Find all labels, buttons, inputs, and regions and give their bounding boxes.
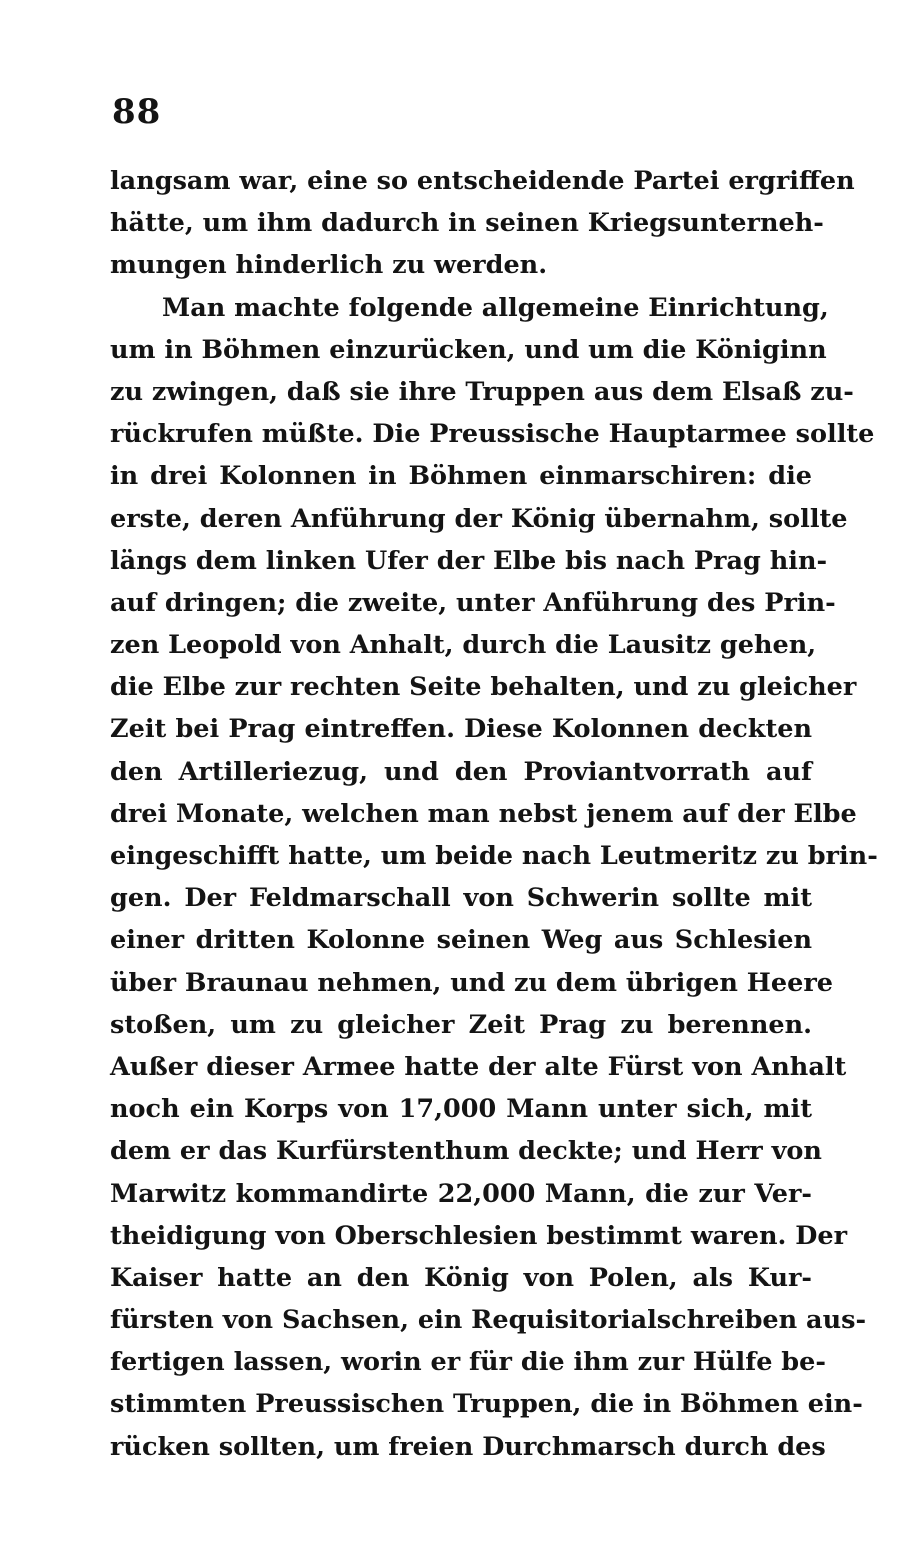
text-line: einer dritten Kolonne seinen Weg aus Schlesien bbox=[110, 925, 812, 956]
text-line: mungen hinderlich zu werden. bbox=[110, 250, 548, 281]
text-line: gen. Der Feldmarschall von Schwerin sollte mit bbox=[110, 883, 812, 914]
text-line: dem er das Kurfürstenthum deckte; und Herr von bbox=[110, 1136, 822, 1167]
text-line: stoßen, um zu gleicher Zeit Prag zu berennen. bbox=[110, 1009, 812, 1040]
text-line: stimmten Preussischen Truppen, die in Böhmen ein- bbox=[110, 1389, 863, 1420]
text-line: Marwitz kommandirte 22,000 Mann, die zur Ver- bbox=[110, 1178, 812, 1209]
text-line: fertigen lassen, worin er für die ihm zur Hülfe be- bbox=[110, 1347, 826, 1378]
text-line: rückrufen müßte. Die Preussische Hauptarmee sollte bbox=[110, 419, 875, 450]
text-line: Kaiser hatte an den König von Polen, als Kur- bbox=[110, 1262, 812, 1293]
text-line: über Braunau nehmen, und zu dem übrigen Heere bbox=[110, 967, 834, 998]
text-line: theidigung von Oberschlesien bestimmt waren. Der bbox=[110, 1220, 848, 1251]
text-line: Außer dieser Armee hatte der alte Fürst von Anhalt bbox=[110, 1051, 847, 1082]
text-line: längs dem linken Ufer der Elbe bis nach Prag hin- bbox=[110, 545, 828, 576]
text-line: rücken sollten, um freien Durchmarsch durch des bbox=[110, 1431, 826, 1462]
text-line: erste, deren Anführung der König übernahm, sollte bbox=[110, 503, 848, 534]
page-number: 88 bbox=[112, 92, 162, 132]
text-line: in drei Kolonnen in Böhmen einmarschiren: die bbox=[110, 461, 812, 492]
text-line: langsam war, eine so entscheidende Partei ergriffen bbox=[110, 166, 855, 196]
text-line: fürsten von Sachsen, ein Requisitorialschreiben aus- bbox=[110, 1305, 867, 1336]
text-line: auf dringen; die zweite, unter Anführung des Prin- bbox=[110, 587, 836, 618]
text-line: drei Monate, welchen man nebst jenem auf der Elbe bbox=[110, 798, 857, 829]
text-line: Man machte folgende allgemeine Einrichtung, bbox=[162, 292, 829, 323]
text-line: hätte, um ihm dadurch in seinen Kriegsunterneh- bbox=[110, 208, 824, 239]
text-line: um in Böhmen einzurücken, und um die Königinn bbox=[110, 334, 827, 365]
body-text bbox=[110, 160, 878, 1468]
text-line: die Elbe zur rechten Seite behalten, und zu gleicher bbox=[110, 672, 857, 703]
text-line: zu zwingen, daß sie ihre Truppen aus dem Elsaß zu- bbox=[110, 376, 854, 407]
text-line: zen Leopold von Anhalt, durch die Lausitz gehen, bbox=[110, 630, 817, 661]
text-line: den Artilleriezug, und den Proviantvorrath auf bbox=[110, 756, 812, 787]
text-line: noch ein Korps von 17,000 Mann unter sich, mit bbox=[110, 1094, 812, 1125]
text-line: Zeit bei Prag eintreffen. Diese Kolonnen deckten bbox=[110, 714, 812, 745]
text-line: eingeschifft hatte, um beide nach Leutmeritz zu brin- bbox=[110, 841, 878, 871]
